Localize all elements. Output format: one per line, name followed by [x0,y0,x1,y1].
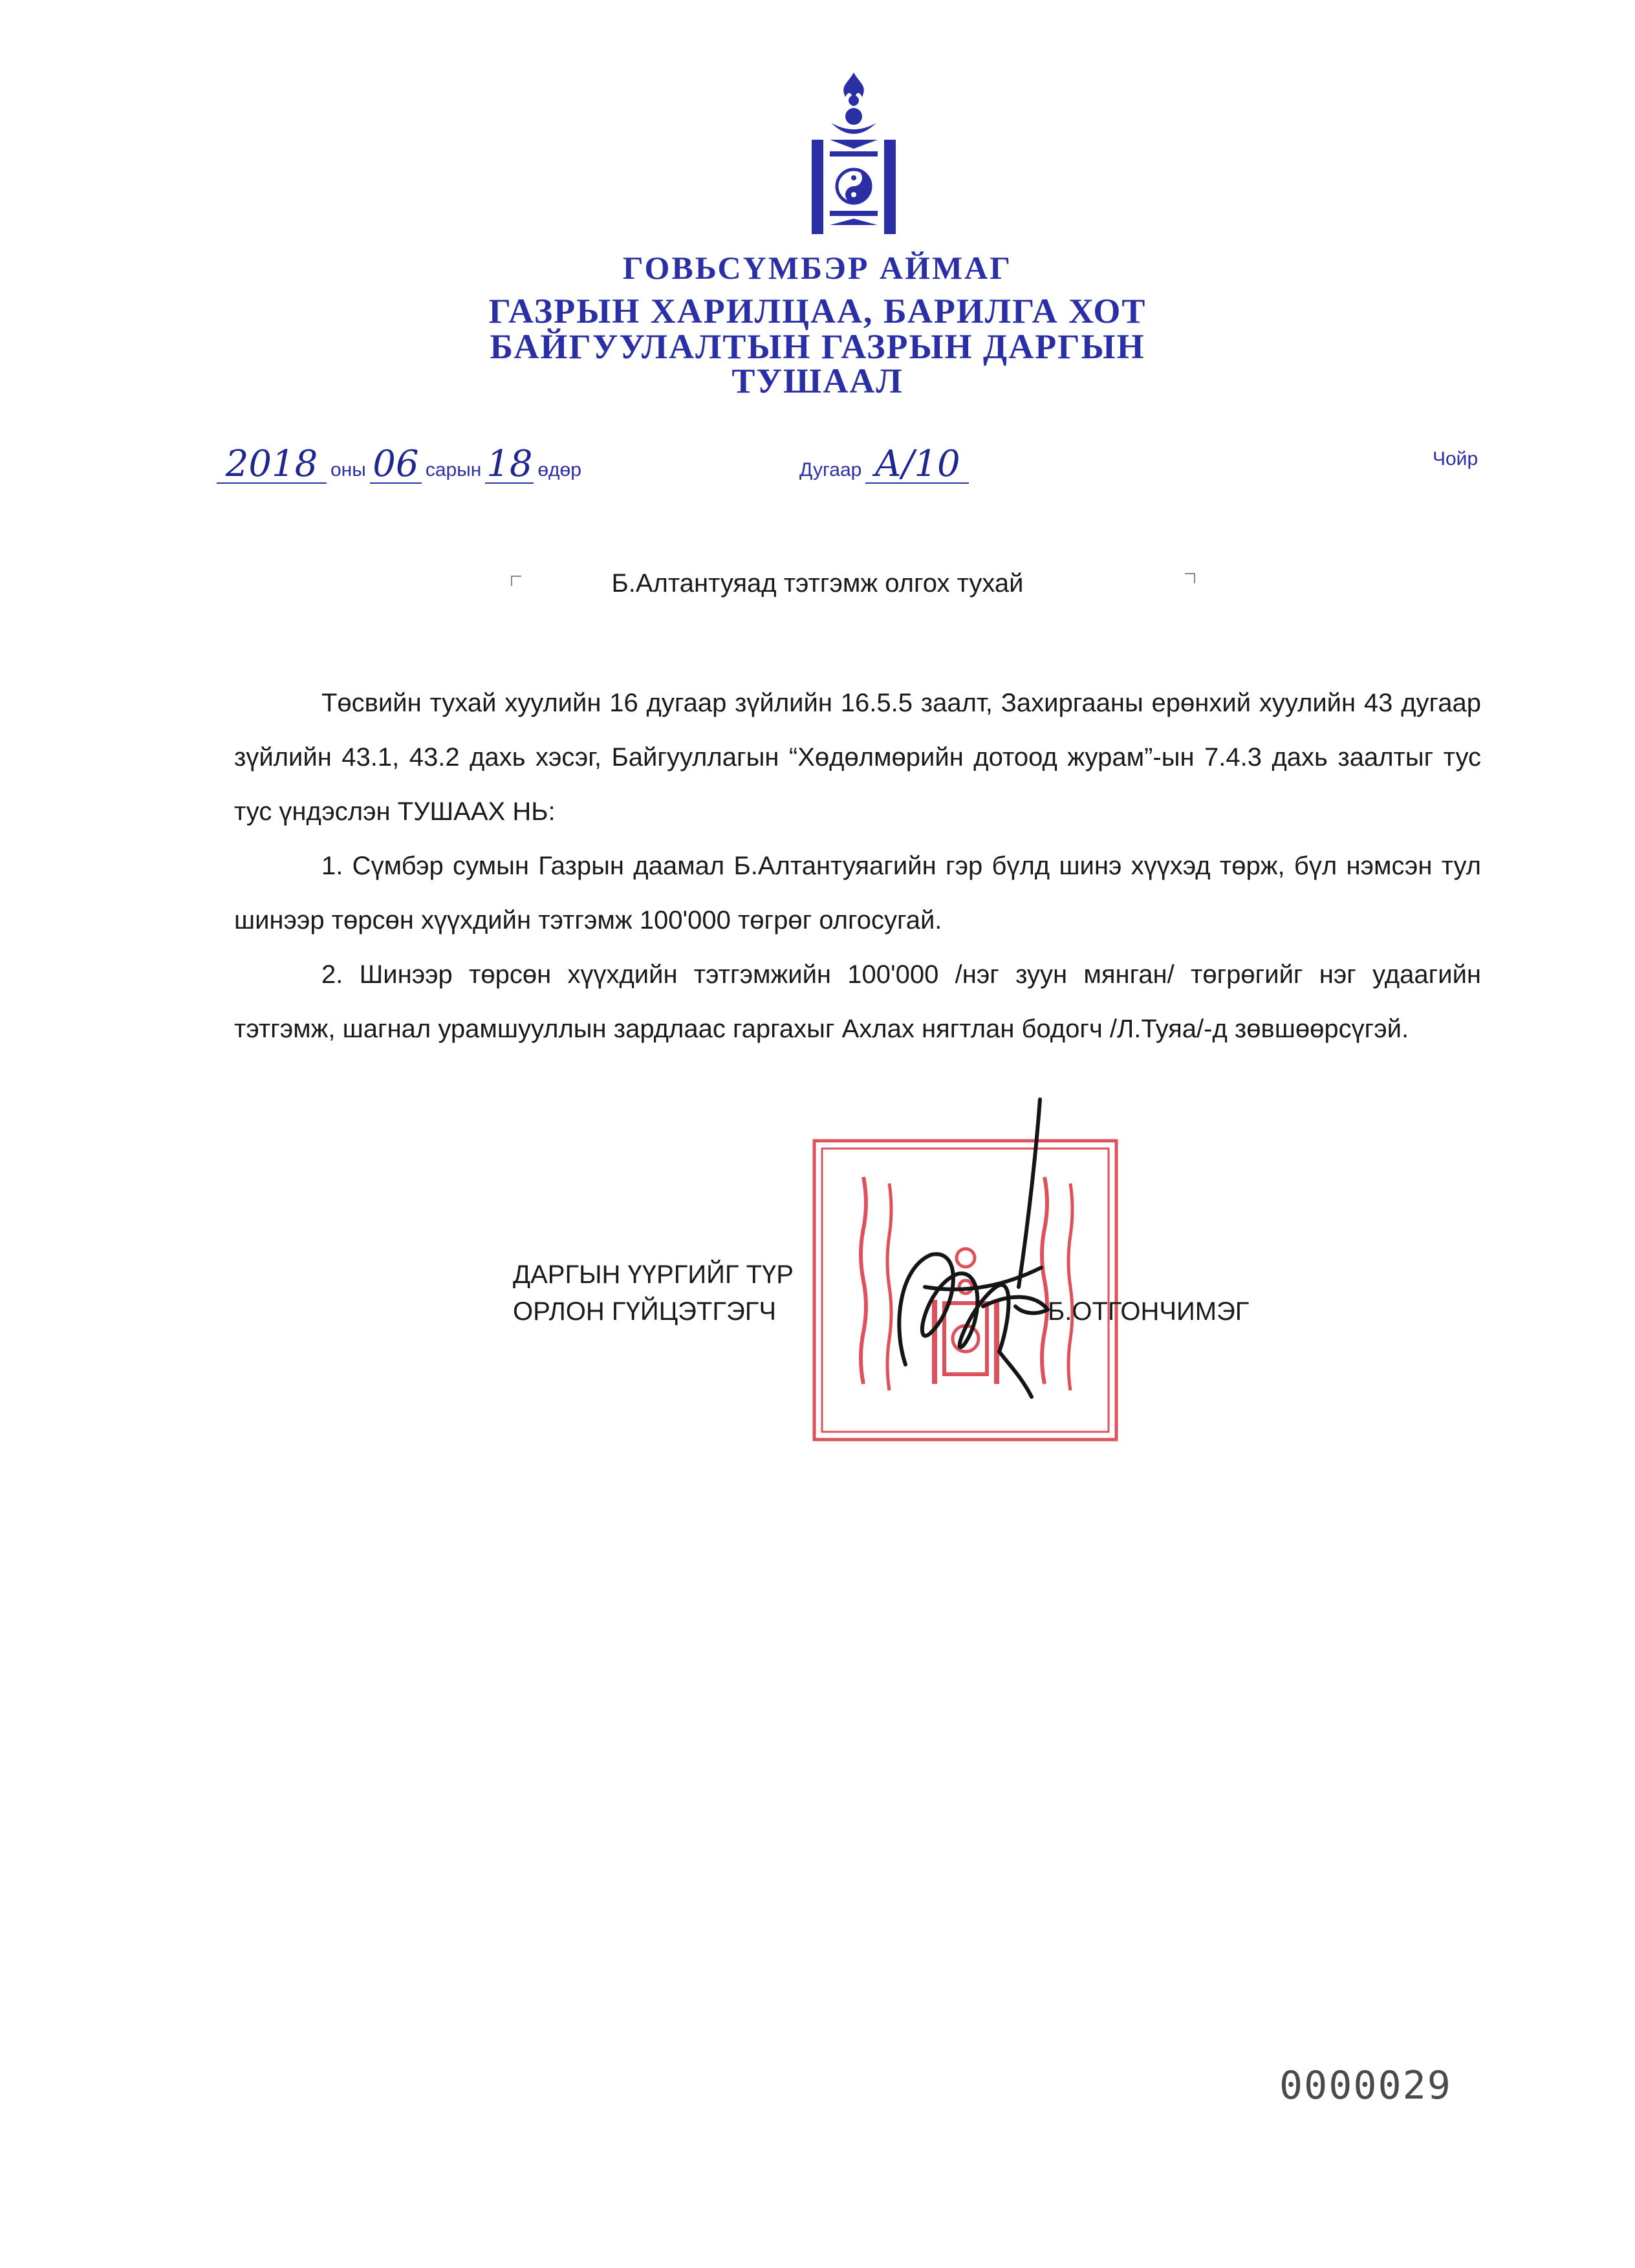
organization-name-line1: ГАЗРЫН ХАРИЛЦАА, БАРИЛГА ХОТ [488,292,1147,330]
date-line [217,443,585,485]
date-day: 18 [486,443,533,485]
serial-number: 0000029 [1279,2063,1452,2108]
number-label: Дугаар [799,459,862,481]
paragraph-item-2: 2. Шинээр төрсөн хүүхдийн тэтгэмжийн 100'000 /нэг зуун мянган/ төгрөгийг нэг удаагийн тэтгэмж, шагнал урамшууллын зардлаас гаргахыг Ахлах нягтлан бодогч /Л.Туяа/-д зөвшөөрсүгэй. [234,960,1481,1043]
date-month: 06 [370,446,422,484]
signatory-title-line1: ДАРГЫН ҮҮРГИЙГ ТҮР [513,1260,794,1289]
document-subject: Б.Алтантуяад тэтгэмж олгох тухай [611,569,1024,598]
signatory-title-line2: ОРЛОН ГҮЙЦЭТГЭГЧ [513,1297,777,1326]
month-label: сарын [425,459,482,481]
paragraph-preamble: Төсвийн тухай хуулийн 16 дугаар зүйлийн 16.5.5 заалт, Захиргааны ерөнхий хуулийн 43 дугаар зүйлийн 43.1, 43.2 дахь хэсэг, Байгууллагын “Хөдөлмөрийн дотоод журам”-ын 7.4.3 дахь заалтыг тус тус үндэслэн ТУШААХ НЬ: [234,689,1481,826]
organization-name-line2: БАЙГУУЛАЛТЫН ГАЗРЫН ДАРГЫН [490,327,1145,366]
document-type: ТУШААЛ [731,362,904,400]
number-value: А/10 [865,446,969,484]
paragraph-item-1: 1. Сүмбэр сумын Газрын даамал Б.Алтантуяагийн гэр бүлд шинэ хүүхэд төрж, бүл нэмсэн тул шинээр төрсөн хүүхдийн тэтгэмж 100'000 төгрөг олгосугай. [234,852,1481,934]
date-year: 2018 [217,446,327,484]
day-label: өдөр [537,459,581,481]
aimag-name: ГОВЬСҮМБЭР АЙМАГ [622,250,1013,286]
signatory-name: Б.ОТГОНЧИМЭГ [1048,1297,1250,1326]
year-label: оны [330,459,366,481]
document-body [234,676,1481,1056]
document-number [796,443,969,485]
handwritten-signature [886,1093,1074,1403]
signatory-title [513,1257,794,1330]
place-name: Чойр [1433,448,1478,470]
soyombo-emblem-icon [805,72,902,234]
